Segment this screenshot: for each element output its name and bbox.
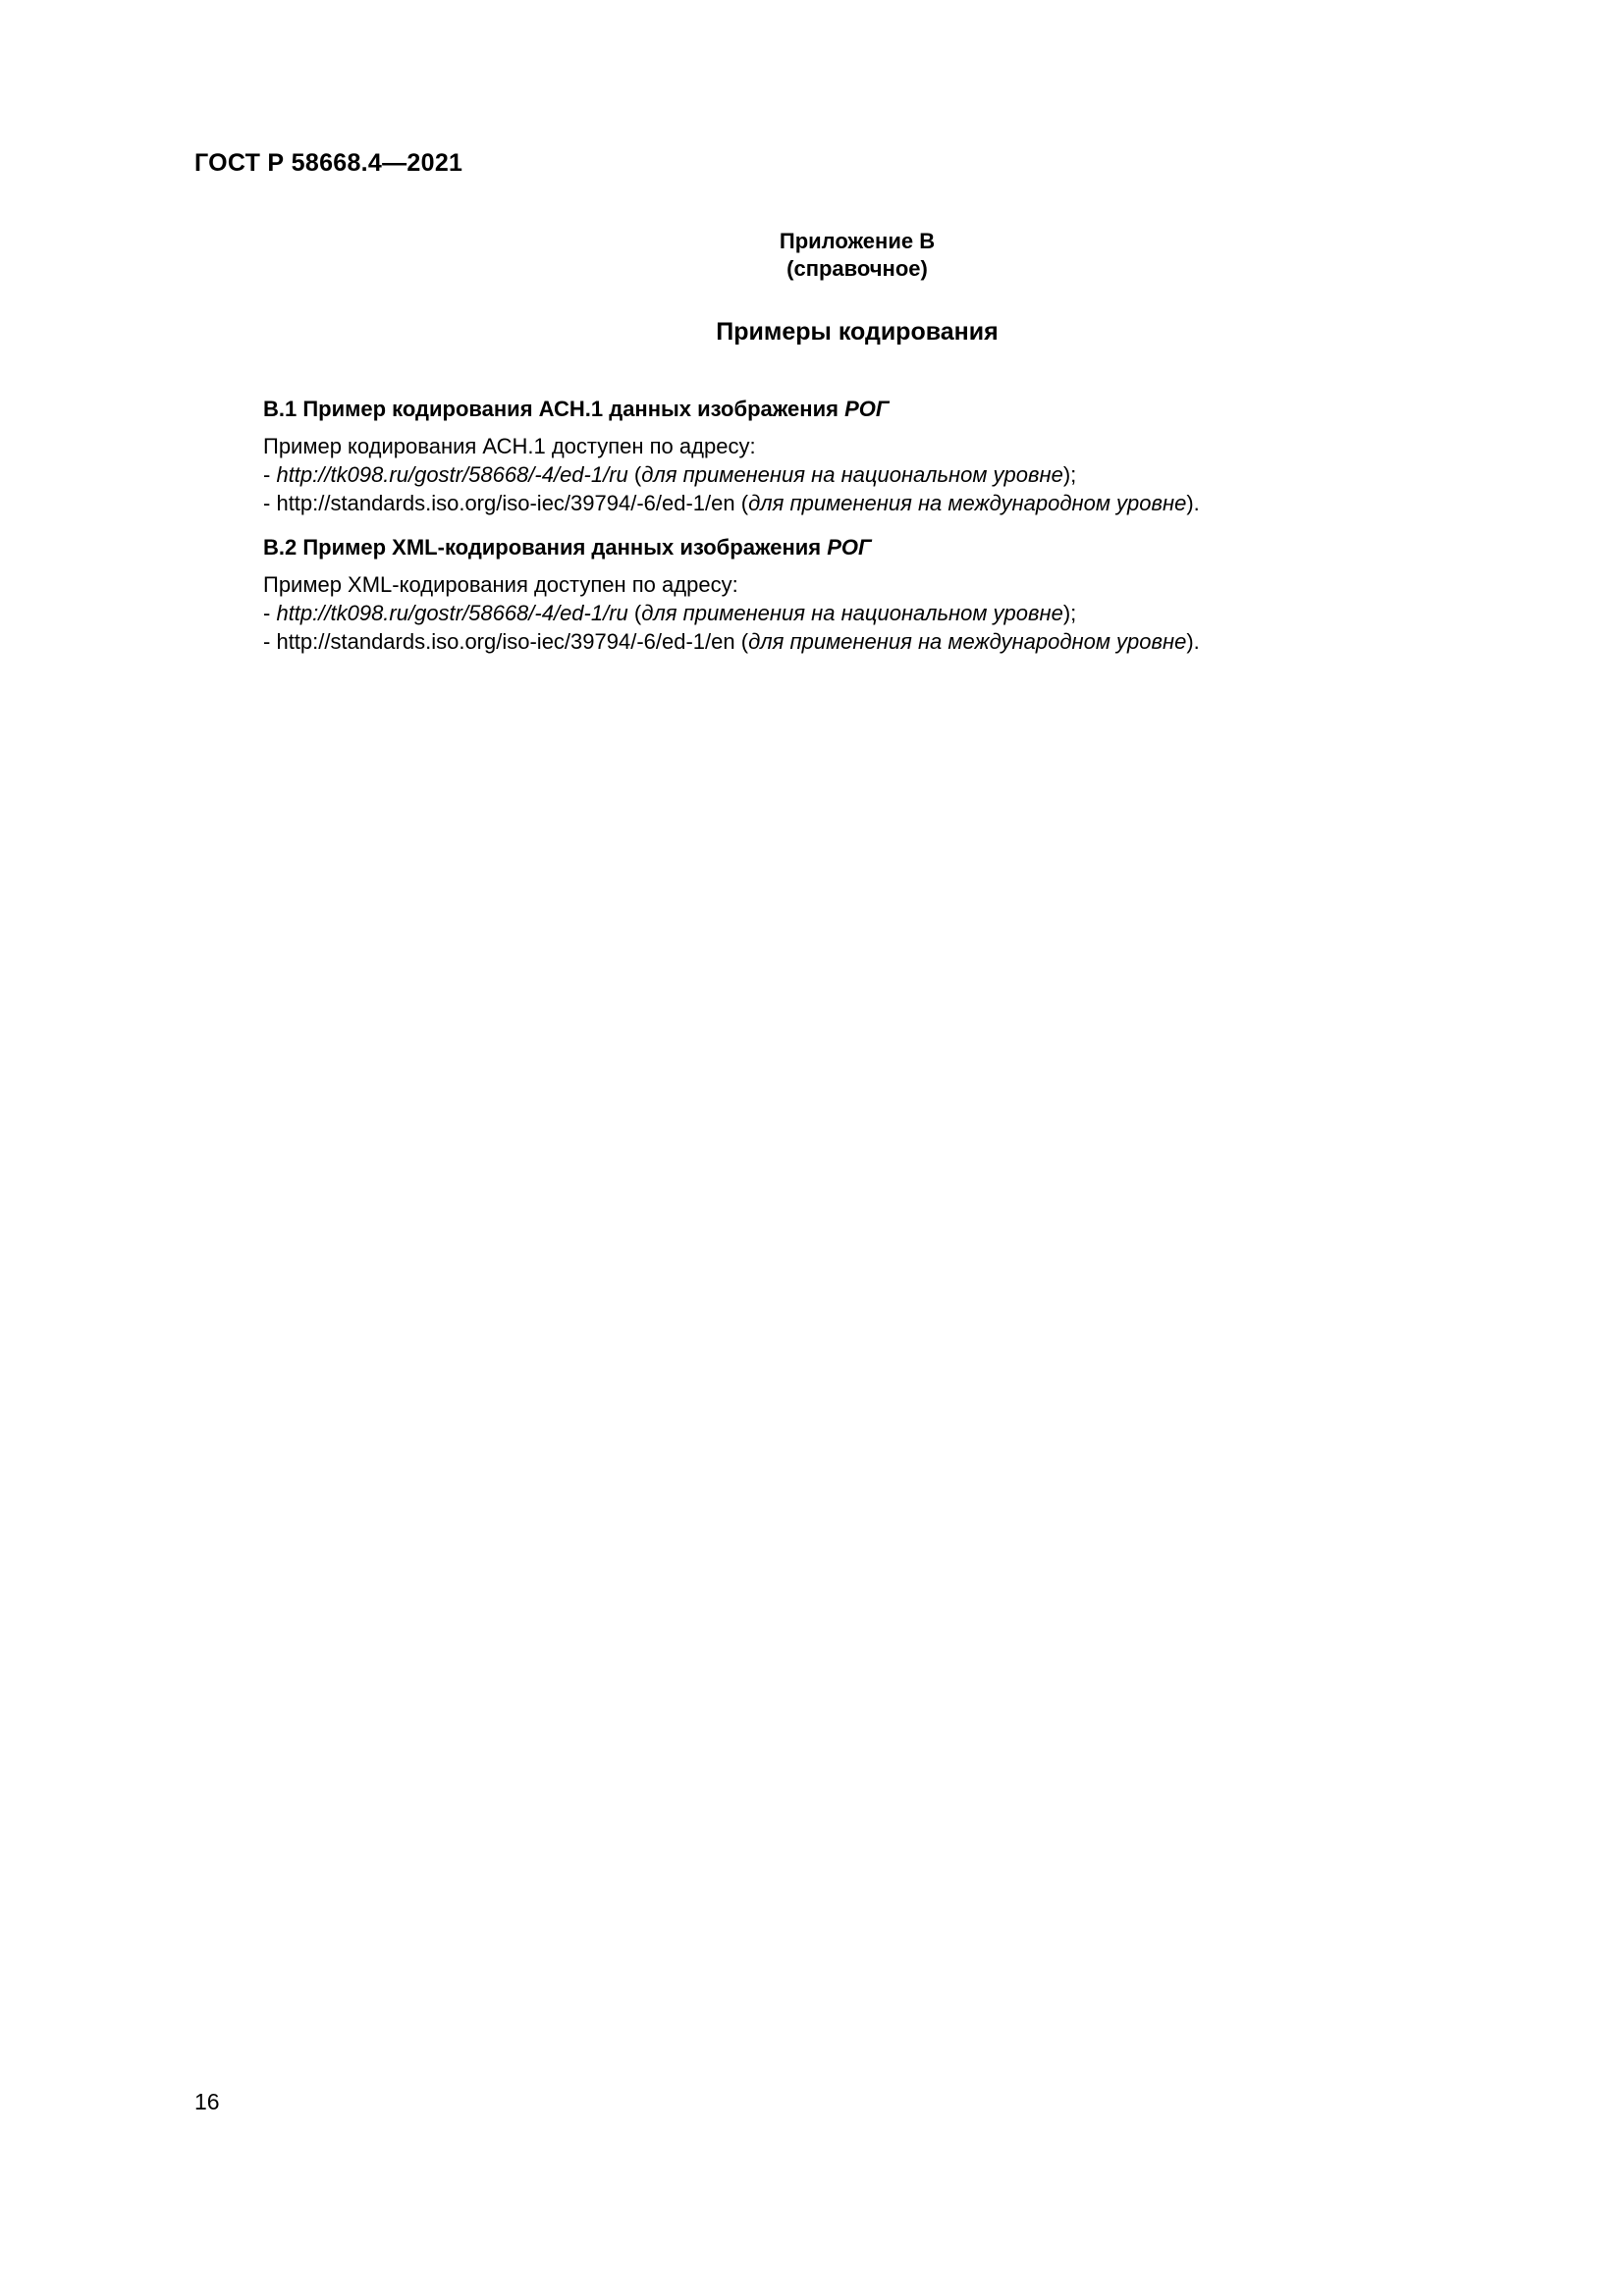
usage-note: для применения на национальном уровне bbox=[641, 462, 1063, 487]
page-number: 16 bbox=[194, 2089, 220, 2114]
url-link[interactable]: http://standards.iso.org/iso-iec/39794/-6/ed-1/en bbox=[276, 629, 735, 654]
appendix-title-block bbox=[0, 228, 1624, 283]
document-code-header: ГОСТ Р 58668.4—2021 bbox=[194, 149, 463, 177]
url-link[interactable]: http://tk098.ru/gostr/58668/-4/ed-1/ru bbox=[276, 462, 628, 487]
subsection-heading: В.2 Пример XML-кодирования данных изображения РОГ bbox=[263, 535, 872, 560]
list-item: - http://tk098.ru/gostr/58668/-4/ed-1/ru (для применения на национальном уровне); bbox=[263, 462, 1077, 487]
section-title: Примеры кодирования bbox=[716, 318, 999, 346]
appendix-title: Приложение В bbox=[779, 229, 936, 253]
document-body bbox=[263, 393, 1490, 656]
subsection-b1 bbox=[263, 393, 1490, 517]
list-item: - http://tk098.ru/gostr/58668/-4/ed-1/ru (для применения на национальном уровне); bbox=[263, 601, 1077, 625]
appendix-kind: (справочное) bbox=[786, 256, 928, 281]
abbreviation-italic: РОГ bbox=[827, 535, 872, 560]
subsection-b2 bbox=[263, 531, 1490, 656]
usage-note: для применения на международном уровне bbox=[748, 629, 1187, 654]
url-link[interactable]: http://tk098.ru/gostr/58668/-4/ed-1/ru bbox=[276, 601, 628, 625]
subsection-intro: Пример XML-кодирования доступен по адресу: bbox=[263, 572, 738, 597]
abbreviation-italic: РОГ bbox=[844, 397, 890, 421]
list-item: - http://standards.iso.org/iso-iec/39794/-6/ed-1/en (для применения на международном уровне). bbox=[263, 491, 1200, 515]
subsection-intro: Пример кодирования АСН.1 доступен по адресу: bbox=[263, 434, 756, 458]
usage-note: для применения на международном уровне bbox=[748, 491, 1187, 515]
list-item: - http://standards.iso.org/iso-iec/39794/-6/ed-1/en (для применения на международном уровне). bbox=[263, 629, 1200, 654]
url-link[interactable]: http://standards.iso.org/iso-iec/39794/-6/ed-1/en bbox=[276, 491, 735, 515]
usage-note: для применения на национальном уровне bbox=[641, 601, 1063, 625]
subsection-heading: В.1 Пример кодирования АСН.1 данных изображения РОГ bbox=[263, 397, 890, 421]
